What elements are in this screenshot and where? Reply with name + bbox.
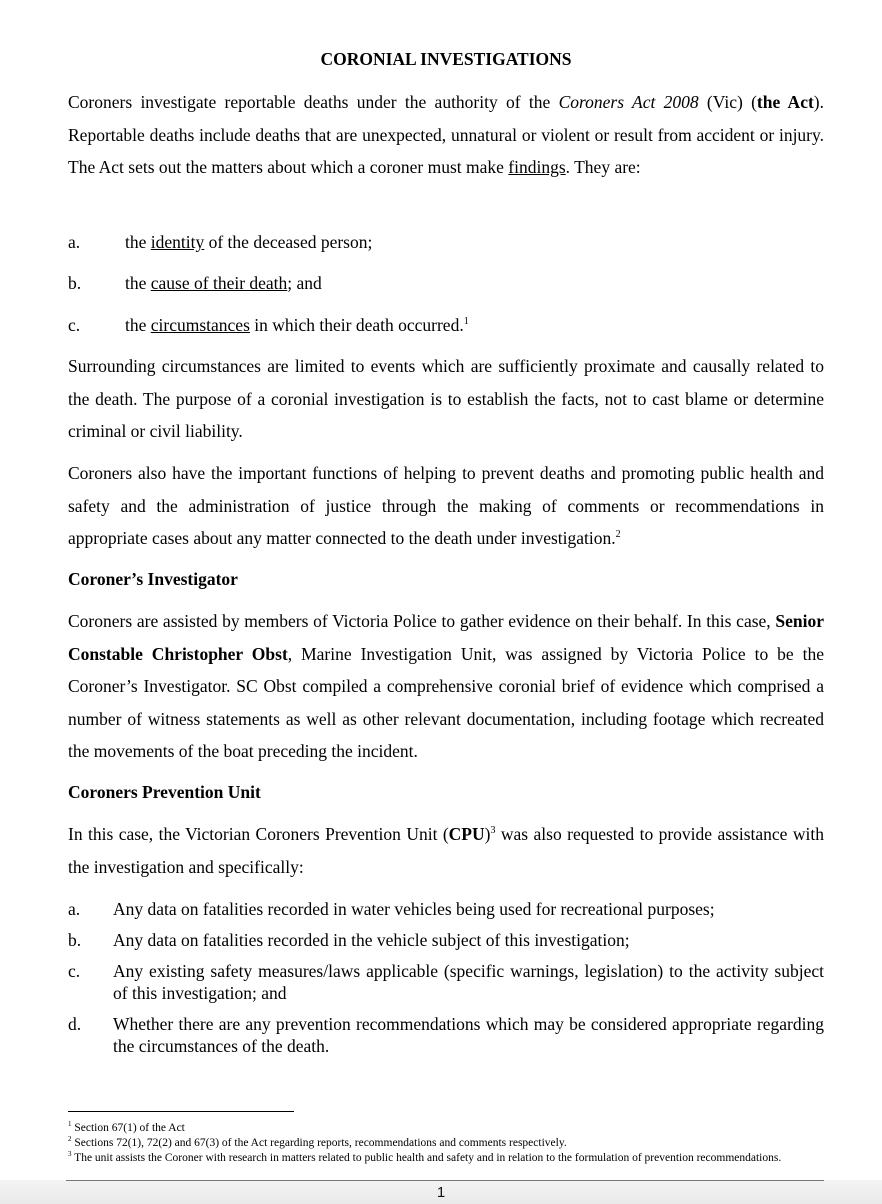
list-label: d.: [68, 1014, 82, 1034]
paragraph-text: , Marine Investigation Unit, was assigned by Victoria Police to be the Coroner’s Investigator. SC Obst compiled a comprehensive coronial brief of evidence which comprised a number of witness statements as well as other relevant documentation, including footage which recreated the movements of the boat preceding the incident.: [68, 643, 824, 761]
item-text: Any data on fatalities recorded in water vehicles being used for recreational purposes;: [113, 899, 715, 919]
list-label: c.: [68, 961, 81, 981]
footnote: [68, 1151, 824, 1166]
cause-term: cause of their death: [150, 273, 288, 293]
investigator-paragraph: [68, 605, 824, 768]
item-text: the: [125, 273, 151, 293]
footnote: [68, 1121, 824, 1136]
item-text: Any data on fatalities recorded in the vehicle subject of this investigation;: [113, 930, 630, 950]
item-text: ; and: [287, 273, 322, 293]
intro-text: ). Reportable deaths include deaths that are unexpected, unnatural or violent or result from accident or injury. The Act sets out the matters about which a coroner must make: [68, 92, 824, 177]
investigator-heading: Coroner’s Investigator: [68, 569, 238, 589]
item-text: the: [125, 232, 151, 252]
intro-text: Coroners investigate reportable deaths under the authority of the: [68, 92, 559, 112]
circumstances-term: circumstances: [150, 315, 250, 335]
findings-term: findings: [508, 157, 566, 177]
footnote-text: Section 67(1) of the Act: [71, 1122, 185, 1134]
cpu-abbr: CPU: [448, 824, 485, 844]
footnote-number: 2: [68, 1135, 72, 1144]
footnote-number: 1: [68, 1120, 72, 1129]
footnote-separator: [68, 1111, 294, 1112]
item-text: of the deceased person;: [204, 232, 373, 252]
functions-paragraph: [68, 457, 824, 555]
item-text: Whether there are any prevention recommendations which may be considered appropriate regarding the circumstances of the death.: [113, 1014, 824, 1056]
item-text: the: [125, 315, 151, 335]
page-title: CORONIAL INVESTIGATIONS: [320, 49, 572, 69]
intro-text: (Vic) (: [698, 92, 757, 112]
act-name: Coroners Act 2008: [558, 92, 699, 112]
intro-text: . They are:: [565, 157, 641, 177]
surrounding-paragraph: Surrounding circumstances are limited to events which are sufficiently proximate and causally related to the death. The purpose of a coronial investigation is to establish the facts, not to cast blame or determine criminal or civil liability.: [68, 356, 824, 441]
paragraph-text: Coroners also have the important functions of helping to prevent deaths and promoting public health and safety and the administration of justice through the making of comments or recommendations in appropriate cases about any matter connected to the death under investigation.: [68, 463, 824, 548]
officer-name: Senior Constable Christopher Obst: [68, 611, 824, 664]
footnote-ref[interactable]: 2: [615, 529, 621, 541]
item-text: in which their death occurred.: [249, 315, 464, 335]
footnote-text: The unit assists the Coroner with research in matters related to public health and safety and in relation to the formulation of prevention recommendations.: [71, 1152, 782, 1164]
cpu-heading: Coroners Prevention Unit: [68, 782, 261, 802]
paragraph-text: In this case, the Victorian Coroners Prevention Unit (: [68, 824, 449, 844]
item-text: Any existing safety measures/laws applicable (specific warnings, legislation) to the activity subject of this investigation; and: [113, 961, 824, 1003]
list-label: b.: [68, 930, 82, 950]
footer-divider: [66, 1180, 824, 1181]
list-label: a.: [68, 899, 81, 919]
paragraph-text: ): [484, 824, 491, 844]
list-label: c.: [68, 315, 81, 335]
footnote-ref[interactable]: 3: [490, 825, 496, 837]
intro-paragraph: [68, 86, 824, 184]
list-label: b.: [68, 273, 82, 293]
list-label: a.: [68, 232, 81, 252]
footnote: [68, 1136, 824, 1151]
footnote-ref[interactable]: 1: [463, 316, 469, 328]
page-number: 1: [436, 1184, 446, 1201]
identity-term: identity: [150, 232, 205, 252]
paragraph-text: was also requested to provide assistance with the investigation and specifically:: [68, 824, 824, 877]
footnote-text: Sections 72(1), 72(2) and 67(3) of the Act regarding reports, recommendations and comments respectively.: [71, 1137, 567, 1149]
footnote-number: 3: [68, 1150, 72, 1159]
cpu-paragraph: [68, 818, 824, 883]
act-defined-term: the Act: [756, 92, 814, 112]
paragraph-text: Coroners are assisted by members of Victoria Police to gather evidence on their behalf. In this case,: [68, 611, 776, 631]
